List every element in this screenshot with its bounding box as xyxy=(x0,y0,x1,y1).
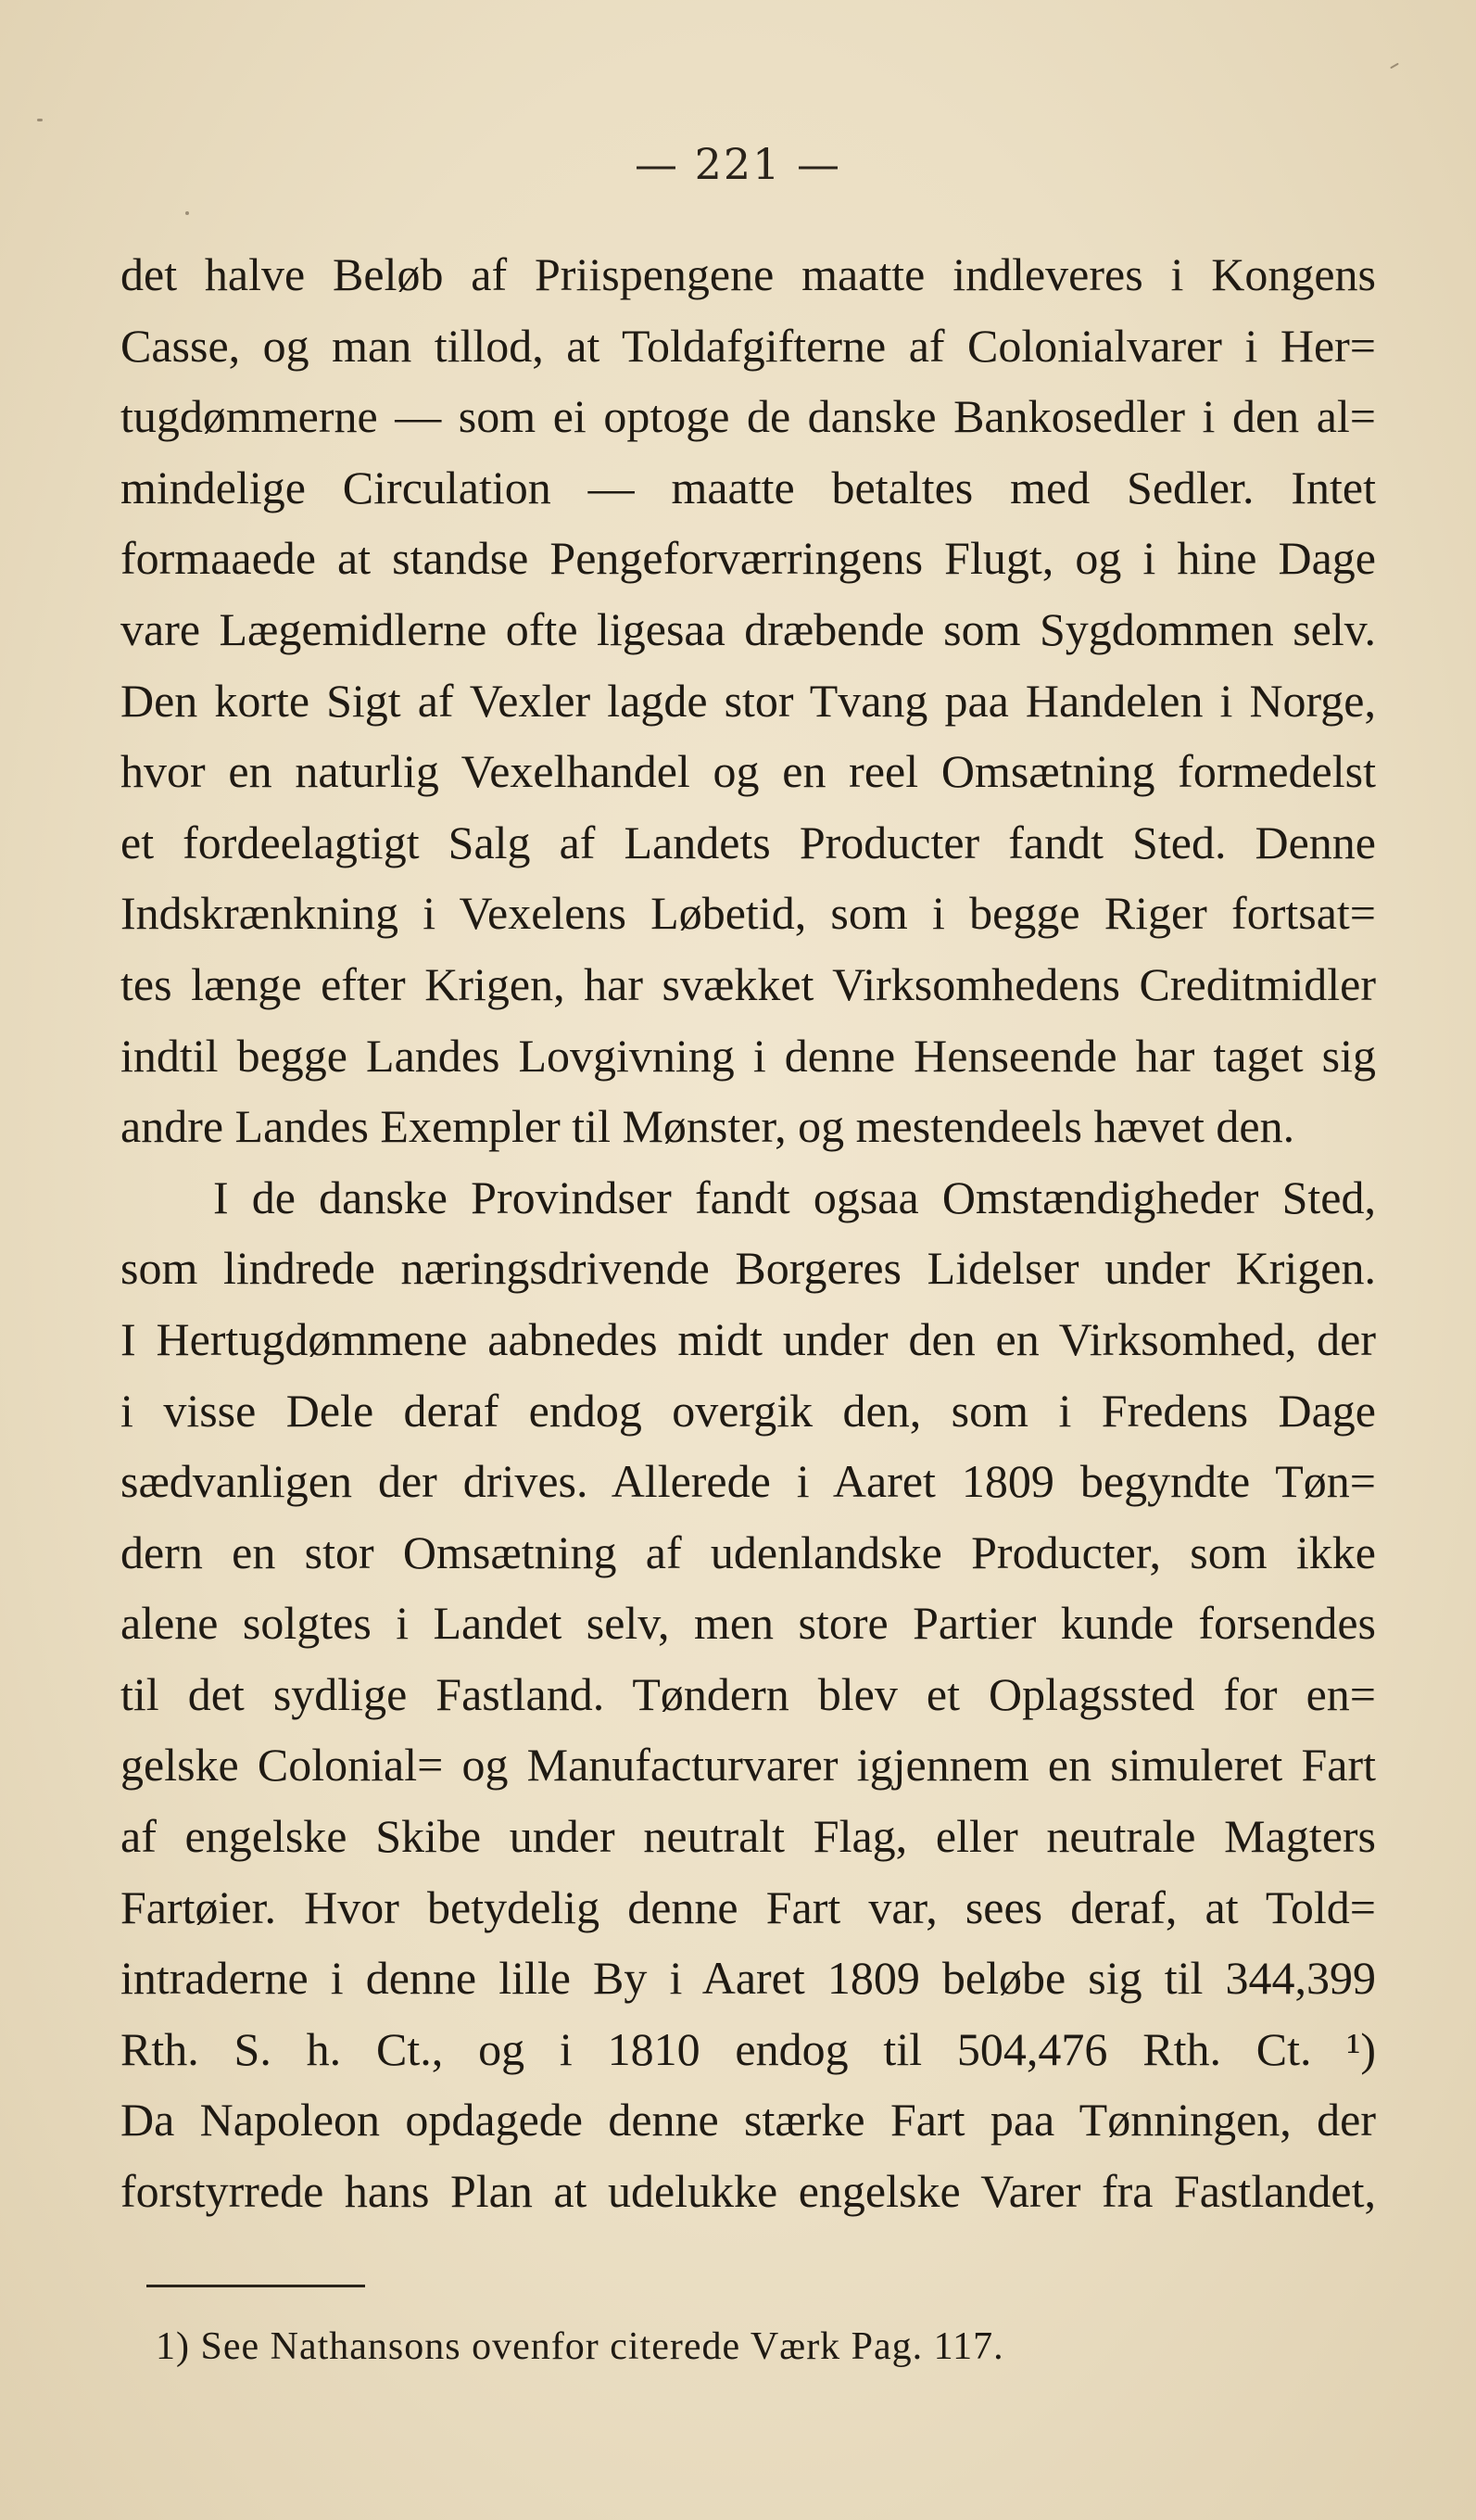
text-line: I de danske Provindser fandt ogsaa Omstændigheder Sted, xyxy=(213,1171,1376,1223)
paper-speck xyxy=(37,119,43,121)
text-line: hvor en naturlig Vexelhandel og en reel Omsætning formedelst xyxy=(120,745,1376,798)
footnote: 1) See Nathansons ovenfor citerede Værk Pag. 117. xyxy=(156,2325,1004,2368)
text-line: Den korte Sigt af Vexler lagde stor Tvang paa Handelen i Norge, xyxy=(120,674,1376,727)
text-line: dern en stor Omsætning af udenlandske Producter, som ikke xyxy=(120,1526,1376,1578)
body-text xyxy=(120,239,1376,2227)
text-line: alene solgtes i Landet selv, men store Partier kunde forsendes xyxy=(120,1597,1376,1650)
text-line: sædvanligen der drives. Allerede i Aaret 1809 begyndte Tøn= xyxy=(120,1455,1376,1508)
text-line: Indskrænkning i Vexelens Løbetid, som i begge Riger fortsat= xyxy=(120,887,1376,940)
text-line: af engelske Skibe under neutralt Flag, eller neutrale Magters xyxy=(120,1810,1376,1863)
text-line: formaaede at standse Pengeforværringens Flugt, og i hine Dage xyxy=(120,532,1376,585)
text-line: vare Lægemidlerne ofte ligesaa dræbende som Sygdommen selv. xyxy=(120,602,1376,655)
text-line: som lindrede næringsdrivende Borgeres Lidelser under Krigen. xyxy=(120,1242,1376,1295)
text-line: forstyrrede hans Plan at udelukke engelske Varer fra Fastlandet, xyxy=(120,2165,1376,2218)
text-line: tugdømmerne — som ei optoge de danske Bankosedler i den al= xyxy=(120,390,1376,443)
text-line: til det sydlige Fastland. Tøndern blev et Oplagssted for en= xyxy=(120,1667,1376,1720)
text-line: det halve Beløb af Priispengene maatte indleveres i Kongens xyxy=(120,248,1376,300)
text-line: Da Napoleon opdagede denne stærke Fart paa Tønningen, der xyxy=(120,2094,1376,2146)
text-line: mindelige Circulation — maatte betaltes med Sedler. Intet xyxy=(120,461,1376,513)
text-line: tes længe efter Krigen, har svækket Virksomhedens Creditmidler xyxy=(120,957,1376,1010)
text-line: Fartøier. Hvor betydelig denne Fart var, sees deraf, at Told= xyxy=(120,1881,1376,1933)
page-number: — 221 — xyxy=(634,139,842,189)
text-line: andre Landes Exempler til Mønster, og mestendeels hævet den. xyxy=(120,1100,1295,1153)
text-line: Rth. S. h. Ct., og i 1810 endog til 504,476 Rth. Ct. ¹) xyxy=(120,2022,1376,2075)
paper-speck xyxy=(1390,63,1399,70)
text-line: indtil begge Landes Lovgivning i denne Henseende har taget sig xyxy=(120,1029,1376,1082)
footnote-rule xyxy=(146,2285,365,2287)
text-line: I Hertugdømmene aabnedes midt under den en Virksomhed, der xyxy=(120,1312,1376,1365)
text-line: Casse, og man tillod, at Toldafgifterne af Colonialvarer i Her= xyxy=(120,319,1376,372)
text-line: et fordeelagtigt Salg af Landets Producter fandt Sted. Denne xyxy=(120,816,1376,868)
paper-speck xyxy=(185,211,189,215)
text-line: gelske Colonial= og Manufacturvarer igjennem en simuleret Fart xyxy=(120,1739,1376,1792)
text-line: i visse Dele deraf endog overgik den, som i Fredens Dage xyxy=(120,1384,1376,1437)
text-line: intraderne i denne lille By i Aaret 1809 beløbe sig til 344,399 xyxy=(120,1952,1376,2005)
